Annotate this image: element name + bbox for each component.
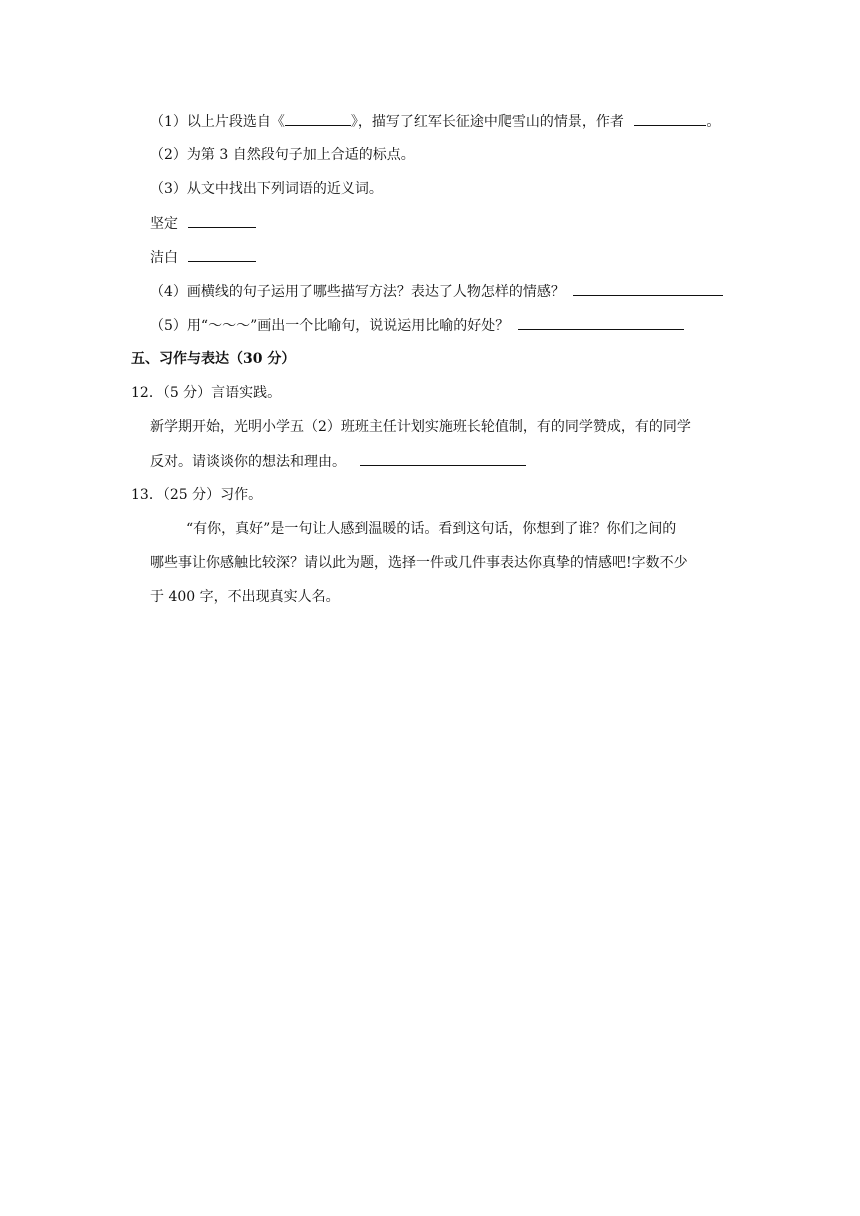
q11-sub1 — [150, 111, 720, 132]
q11-sub4 — [150, 281, 723, 302]
word-label: 坚定 — [150, 216, 178, 232]
q11-sub5-text: （5）用“～～～”画出一个比喻句，说说运用比喻的好处？ — [150, 318, 510, 334]
answer-blank[interactable] — [360, 451, 526, 466]
answer-blank[interactable] — [188, 247, 256, 262]
word-label: 洁白 — [150, 250, 178, 266]
q13-text-line3: 于 400 字，不出现真实人名。 — [150, 589, 340, 605]
q12-text-line1: 新学期开始，光明小学五（2）班班主任计划实施班长轮值制，有的同学赞成，有的同学 — [150, 419, 691, 435]
q11-sub5 — [150, 315, 684, 336]
answer-blank[interactable] — [518, 315, 684, 330]
q12-header: 12．（5 分）言语实践。 — [131, 385, 282, 401]
q13-text-line2: 哪些事让你感触比较深？请以此为题，选择一件或几件事表达你真挚的情感吧!字数不少 — [150, 555, 688, 571]
q13-text-line1: “有你，真好”是一句让人感到温暖的话。看到这句话，你想到了谁？你们之间的 — [186, 521, 677, 537]
q11-sub1-text-c: 。 — [706, 114, 721, 130]
q11-sub3: （3）从文中找出下列词语的近义词。 — [150, 181, 383, 197]
q12-text2: 反对。请谈谈你的想法和理由。 — [150, 454, 346, 470]
q11-sub1-text-a: （1）以上片段选自《 — [150, 114, 285, 130]
q13-header: 13．（25 分）习作。 — [131, 487, 263, 503]
answer-blank[interactable] — [285, 111, 351, 126]
q11-sub1-text-b: 》，描写了红军长征途中爬雪山的情景，作者 — [350, 114, 624, 130]
section-heading: 五、习作与表达（30 分） — [131, 351, 296, 367]
q11-word1-row — [150, 213, 256, 234]
q11-sub4-text: （4）画横线的句子运用了哪些描写方法？表达了人物怎样的情感？ — [150, 284, 565, 300]
answer-blank[interactable] — [634, 111, 706, 126]
q11-sub2: （2）为第 3 自然段句子加上合适的标点。 — [150, 147, 415, 163]
answer-blank[interactable] — [573, 281, 723, 296]
q12-text-line2 — [150, 451, 526, 472]
q11-word2-row — [150, 247, 256, 268]
answer-blank[interactable] — [188, 213, 256, 228]
